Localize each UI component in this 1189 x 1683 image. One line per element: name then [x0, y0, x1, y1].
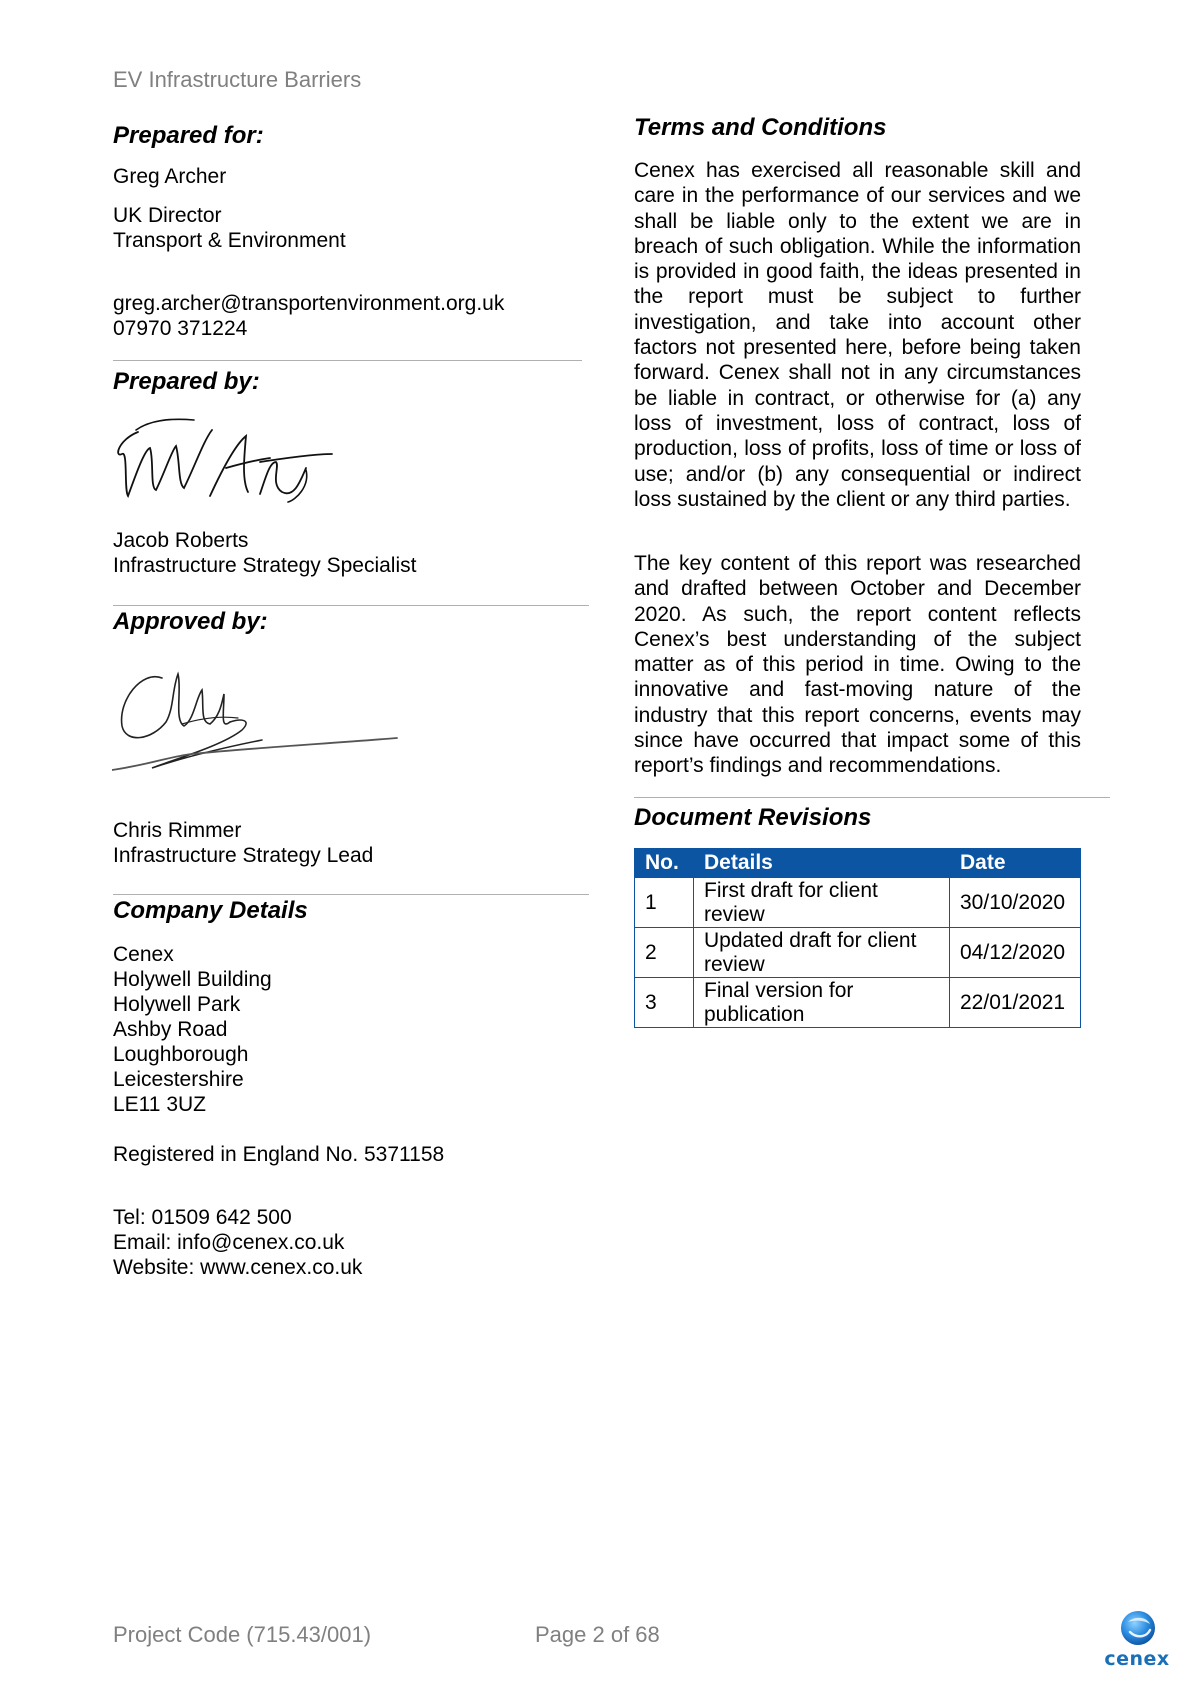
revision-number: 1 [635, 878, 694, 928]
revision-details [694, 878, 950, 928]
revision-number: 3 [635, 978, 694, 1028]
prepared-for-organisation: Transport & Environment [113, 229, 346, 252]
company-details-heading: Company Details [113, 897, 308, 924]
divider-approved-by [113, 894, 589, 895]
revision-date: 30/10/2020 [950, 878, 1081, 928]
revision-date: 04/12/2020 [950, 928, 1081, 978]
revisions-table [634, 848, 1081, 1028]
revisions-column-header: Date [950, 849, 1081, 878]
revision-details [694, 928, 950, 978]
footer-project-code: Project Code (715.43/001) [113, 1622, 372, 1647]
revision-details-line: Updated draft for client [704, 928, 917, 952]
company-email: Email: info@cenex.co.uk [113, 1231, 345, 1254]
prepared-for-heading: Prepared for: [113, 122, 264, 149]
company-address-line: Cenex [113, 943, 174, 966]
company-address-line: Ashby Road [113, 1018, 228, 1041]
revisions-column-header: Details [694, 849, 950, 878]
table-row [635, 978, 1081, 1028]
company-address-line: Loughborough [113, 1043, 249, 1066]
revision-date: 22/01/2021 [950, 978, 1081, 1028]
approved-by-heading: Approved by: [113, 608, 268, 635]
revisions-header-row [635, 849, 1081, 878]
divider-prepared-by [113, 605, 589, 606]
cenex-logo-icon [1120, 1610, 1156, 1646]
company-address-line: Leicestershire [113, 1068, 244, 1091]
prepared-for-phone: 07970 371224 [113, 317, 248, 340]
revision-details-line: Final version for [704, 978, 854, 1002]
terms-paragraph-2: The key content of this report was researched and drafted between October and December 2020. As such, the report content reflects Cenex’s best understanding of the subject matter as of this period in time. Owing to the innovative and fast-moving nature of the industry that this report concerns, events may since have occurred that impact some of this report’s findings and recommendations. [634, 552, 1081, 778]
revisions-heading: Document Revisions [634, 804, 872, 831]
approved-by-name: Chris Rimmer [113, 819, 242, 842]
divider-prepared-for [113, 360, 582, 361]
signature-jacob-roberts [110, 410, 340, 510]
company-registration: Registered in England No. 5371158 [113, 1143, 445, 1166]
approved-by-role: Infrastructure Strategy Lead [113, 844, 374, 867]
prepared-by-role: Infrastructure Strategy Specialist [113, 554, 417, 577]
revision-number: 2 [635, 928, 694, 978]
company-website: Website: www.cenex.co.uk [113, 1256, 363, 1279]
company-tel: Tel: 01509 642 500 [113, 1206, 292, 1229]
revision-details-line: review [704, 952, 765, 976]
terms-heading: Terms and Conditions [634, 114, 887, 141]
revision-details-line: review [704, 902, 765, 926]
footer-page-number: Page 2 of 68 [535, 1622, 660, 1647]
prepared-for-email: greg.archer@transportenvironment.org.uk [113, 292, 505, 315]
cenex-logo [1104, 1610, 1170, 1670]
table-row [635, 928, 1081, 978]
company-address-line: Holywell Park [113, 993, 241, 1016]
prepared-by-heading: Prepared by: [113, 368, 260, 395]
revision-details-line: First draft for client [704, 878, 878, 902]
company-address-line: LE11 3UZ [113, 1093, 206, 1116]
revision-details [694, 978, 950, 1028]
revisions-column-header: No. [635, 849, 694, 878]
prepared-by-name: Jacob Roberts [113, 529, 249, 552]
prepared-for-role: UK Director [113, 204, 222, 227]
table-row [635, 878, 1081, 928]
divider-terms [634, 797, 1110, 798]
signature-chris-rimmer [112, 660, 402, 790]
terms-paragraph-1: Cenex has exercised all reasonable skill and care in the performance of our services and we shall be liable only to the extent we are in breach of such obligation. While the information is provided in good faith, the ideas presented in the report must be subject to further investigation, and take into account other factors not presented here, before being taken forward. Cenex shall not in any circumstances be liable in contract, or otherwise for (a) any loss of investment, loss of contract, loss of production, loss of profits, loss of time or loss of use; and/or (b) any consequential or indirect loss sustained by the client or any third parties. [634, 159, 1081, 511]
prepared-for-name: Greg Archer [113, 165, 227, 188]
cenex-logo-text: cenex [1104, 1648, 1170, 1670]
running-header-title: EV Infrastructure Barriers [113, 67, 362, 92]
company-address-line: Holywell Building [113, 968, 272, 991]
revision-details-line: publication [704, 1002, 805, 1026]
